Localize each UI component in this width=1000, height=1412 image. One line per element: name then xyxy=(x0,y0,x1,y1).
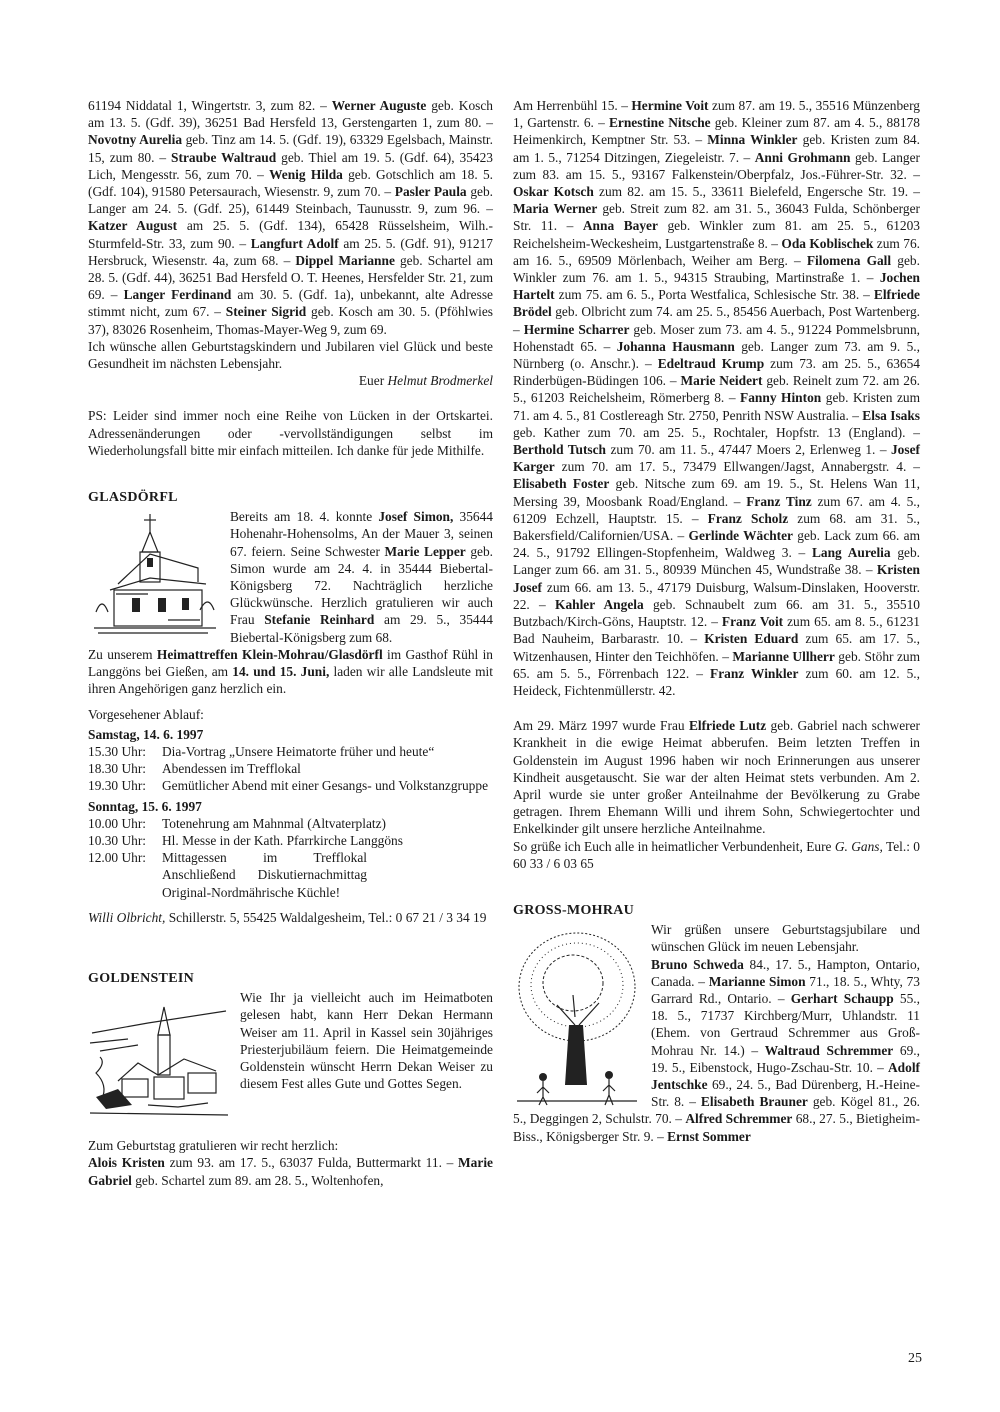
entry-text: Am 29. März 1997 wurde Frau xyxy=(513,718,689,734)
entry-text: zum 60. am 12. 5., Heideck, Fichtenmüllerstr. 42. xyxy=(513,665,920,698)
person-name: Wenig Hilda xyxy=(269,166,343,182)
entry-text: laden wir alle Landsleute mit ihren Angehörigen ganz herzlich ein. xyxy=(88,664,493,697)
person-name: Elfriede Lutz xyxy=(688,718,767,734)
person-name: Marie Neidert xyxy=(680,373,763,389)
goldenstein-birthday-intro: Zum Geburtstag gratulieren wir recht herzlich: xyxy=(88,1138,339,1154)
wishes-text: Ich wünsche allen Geburtstagskindern und Jubilaren viel Glück und beste Gesundheit im nächsten Lebensjahr. xyxy=(88,338,493,372)
schedule-items-saturday xyxy=(88,743,493,795)
contact-name: Willi Olbricht, xyxy=(88,909,166,925)
person-name: Anni Grohmann xyxy=(754,149,851,165)
person-name: Marie Gabriel xyxy=(88,1155,493,1188)
schedule-event: Mittagessen im Trefflokal Anschließend Diskutiernachmittag Original-Nordmährische Küchle! xyxy=(162,850,367,900)
entry-text: 84., 17. 5., Hampton, Ontario, Canada. – xyxy=(651,956,920,989)
entry-text: geb. Schnaubelt zum 66. am 31. 5., 35510 Butzbach/Kirch-Göns, Hauptstr. 12. – xyxy=(513,596,920,630)
schedule-time: 19.30 Uhr: xyxy=(88,778,147,794)
entry-text: geb. Stöhr zum 65. am 5. 5., Förrenbach 122. – xyxy=(513,648,921,681)
entry-text: zum 68. am 31. 5., Bakersfield/Californien/USA. – xyxy=(513,510,920,544)
page-number: 25 xyxy=(908,1351,922,1366)
entry-text: geb. Thiel am 19. 5. (Gdf. 64), 35423 Lich, Mengesstr. 56, zum 70. – xyxy=(88,149,493,182)
entry-text: geb. Gabriel nach schwerer Krankheit in die ewige Heimat abberufen. Beim letzten Treffen in Goldenstein im August 1996 haben wir noch Erinnerungen aus unserer Kindheit ausgetauscht. Sie war der alten Heimat stets verbunden. Am 2. April wurde sie unter großer Anteilnahme der Bevölkerung zu Grabe getragen. Ihrem Ehemann Willi und ihrem Sohn, Schwiegertochter und Enkelkinder gilt unsere herzliche Anteilnahme. xyxy=(513,718,921,837)
entry-text: zum 75. am 6. 5., Porta Westfalica, Schlesische Str. 38. – xyxy=(554,287,874,303)
signature: Euer Helmut Brodmerkel xyxy=(358,373,493,389)
person-name: Franz Tinz xyxy=(746,493,812,509)
entry-text: zum 87. am 19. 5., 35516 Münzenberg 1, Gartenstr. 6. – xyxy=(513,98,921,131)
person-name: Anna Bayer xyxy=(582,218,658,234)
entry-text: Bereits am 18. 4. konnte xyxy=(230,509,379,525)
person-name: Elsa Isaks xyxy=(862,407,921,423)
person-name: Berthold Tutsch xyxy=(513,442,607,458)
entry-text: am 30. 5. (Gdf. 1a), unbekannt, alte Adresse stimmt nicht, zum 67. – xyxy=(88,287,493,320)
gross-mohrau-intro: Wir grüßen unsere Geburtstagsjubilare und wünschen Glück im neuen Lebensjahr. xyxy=(651,922,920,955)
entry-text: geb. Tinz am 14. 5. (Gdf. 19), 63329 Egelsbach, Mainstr. 15, zum 80. – xyxy=(88,132,493,165)
schedule-event: Gemütlicher Abend mit einer Gesangs- und Volkstanzgruppe xyxy=(162,778,489,794)
person-name: Minna Winkler xyxy=(707,132,798,148)
contact-line: Willi Olbricht, Schillerstr. 5, 55425 Waldalgesheim, Tel.: 0 67 21 / 3 34 19 xyxy=(88,909,487,925)
entry-text: geb. Lack zum 66. am 24. 5., 91792 Ellingen-Stopfenheim, Waldweg 3. – xyxy=(513,528,920,561)
ps-note: PS: Leider sind immer noch eine Reihe von Lücken in der Ortskartei. Adressenänderungen oder -vervollständigungen selbst im Wiederholungsfall bitte mir einfach mitteilen. Ich danke für jede Mithilfe. xyxy=(88,408,493,458)
greeting: So grüße ich Euch alle in heimatlicher Verbundenheit, Eure G. Gans, Tel.: 0 60 33 / 6 03 65 xyxy=(513,838,920,871)
entry-text: geb. Kosch am 13. 5. (Gdf. 39), 36251 Bad Hersfeld 13, Gerstengarten 1, zum 80. – xyxy=(88,98,493,131)
entry-text: geb. Schartel zum 89. am 28. 5., Woltenhofen, xyxy=(131,1172,384,1188)
signature-name: Helmut Brodmerkel xyxy=(387,373,493,389)
person-name: Maria Werner xyxy=(513,201,598,217)
person-name: Dippel Marianne xyxy=(295,252,395,268)
person-name: Oskar Kotsch xyxy=(513,184,594,200)
person-name: Franz Scholz xyxy=(707,510,789,526)
gross-mohrau-article xyxy=(513,921,920,1145)
left-column xyxy=(88,97,493,1189)
person-name: Adolf Jentschke xyxy=(651,1059,920,1092)
person-name: Ernestine Nitsche xyxy=(608,115,711,131)
person-name: Marianne Simon xyxy=(708,973,806,989)
person-name: Heimattreffen Klein-Mohrau/Glasdörfl xyxy=(156,646,383,662)
person-name: Oda Koblischek xyxy=(781,235,874,251)
entry-text: zum 65. am 17. 5., Witzenhausen, Hinter den Teichhöfen. – xyxy=(513,631,920,664)
tree-illustration xyxy=(513,925,641,1107)
person-name: Edeltraud Krump xyxy=(657,356,765,372)
entry-text: geb. Kristen zum 84. am 1. 5., 71254 Ditzingen, Ziegeleistr. 7. – xyxy=(513,132,920,165)
entry-text: am 25. 5. (Gdf. 91), 91217 Hersbruck, Wiesenstr. 4a, zum 68. – xyxy=(88,235,493,268)
person-name: Straube Waltraud xyxy=(171,149,277,165)
person-name: Elfriede Brödel xyxy=(513,287,920,320)
person-name: Hermine Voit xyxy=(631,98,709,113)
entry-text: zum 93. am 17. 5., 63037 Fulda, Buttermarkt 11. – xyxy=(164,1155,459,1171)
entry-text: geb. Winkler zum 76. am 1. 5., 94315 Straubing, Martinstraße 1. – xyxy=(513,252,920,286)
person-name: Kristen Eduard xyxy=(704,631,799,647)
right-column xyxy=(513,97,920,1145)
birthday-list-goldenstein xyxy=(513,97,920,699)
schedule-time: 10.30 Uhr: xyxy=(88,832,147,848)
entry-text: 61194 Niddatal 1, Wingertstr. 3, zum 82. – xyxy=(88,98,332,113)
entry-text: geb. Kögel 81., 26. 5., Deggingen 2, Schulstr. 70. – xyxy=(513,1094,920,1127)
entry-text: geb. Schartel am 28. 5. (Gdf. 44), 36251 Bad Hersfeld O. T. Heenes, Hersfelder Str. 21, zum 69. – xyxy=(88,252,493,303)
entry-text: geb. Winkler zum 81. am 25. 5., 61203 Reichelsheim-Weckesheim, Lustgartenstraße 8. – xyxy=(513,218,920,251)
entry-text: zum 65. am 8. 5., 61231 Bad Nauheim, Barbarastr. 10. – xyxy=(513,614,920,647)
entry-text: geb. Olbricht zum 74. am 25. 5., 85456 Auerbach, Post Wartenberg. – xyxy=(513,304,920,337)
entry-text: geb. Nitsche zum 69. am 19. 5., St. Helens Wan 11, Mersing 39, Moosbank Road/England. – xyxy=(513,476,921,509)
person-name: Pasler Paula xyxy=(394,184,467,200)
entry-text: geb. Streit zum 82. am 31. 5., 36043 Fulda, Schönberger Str. 11. – xyxy=(513,201,920,234)
person-name: Gerhart Schaupp xyxy=(790,990,894,1006)
entry-text: zum 67. am 4. 5., 61209 Echzell, Hauptstr. 15. – xyxy=(513,493,920,526)
entry-text: am 29. 5., 35444 Biebertal-Königsberg zum 68. xyxy=(230,612,493,645)
entry-text: 69., 19. 5., Eibenstock, Hugo-Zschau-Str. 10. – xyxy=(651,1042,920,1075)
person-name: Johanna Hausmann xyxy=(616,338,735,354)
person-name: Josef Simon, xyxy=(378,509,454,525)
entry-text: zum 73. am 25. 5., 63654 Rinderbügen-Büdingen 106. – xyxy=(513,356,921,389)
person-name: Langfurt Adolf xyxy=(250,235,339,251)
goldenstein-article xyxy=(88,989,493,1092)
schedule-intro: Vorgesehener Ablauf: xyxy=(88,706,204,722)
entry-text: im Gasthof Rühl in Langgöns bei Gießen, am xyxy=(88,646,493,680)
entry-text: geb. Reinelt zum 72. am 26. 5., 61203 Reichelsheim, Römerberg 8. – xyxy=(513,373,920,406)
person-name: Franz Voit xyxy=(721,614,784,630)
person-name: Filomena Gall xyxy=(806,252,892,268)
entry-text: zum 70. am 17. 5., 73479 Ellwangen/Jagst, Annabergstr. 4. – xyxy=(554,459,920,475)
person-name: Fanny Hinton xyxy=(740,390,822,406)
goldenstein-text: Wie Ihr ja vielleicht auch im Heimatboten gelesen habt, kann Herr Dekan Hermann Weiser am 11. April in Kassel sein 30jähriges Priesterjubiläum feiern. Die Heimatgemeinde Goldenstein wünscht Herrn Dekan Weiser zu diesem Fest alles Gute und Gottes Segen. xyxy=(240,990,493,1092)
schedule-items-sunday xyxy=(88,815,493,901)
schedule-time: 18.30 Uhr: xyxy=(88,761,147,777)
person-name: Franz Winkler xyxy=(710,665,799,681)
schedule-day: Sonntag, 15. 6. 1997 xyxy=(88,798,202,814)
entry-text: geb. Langer zum 73. am 9. 5., Nürnberg (o. Anschr.). – xyxy=(513,338,921,372)
person-name: Elisabeth Foster xyxy=(513,476,610,492)
person-name: Marie Lepper xyxy=(384,543,466,559)
goldenstein-birthday-list xyxy=(88,1154,493,1188)
schedule-time: 10.00 Uhr: xyxy=(88,815,147,831)
person-name: Steiner Sigrid xyxy=(225,304,307,320)
entry-text: 35644 Hohenahr-Hohensolms, An der Mauer 3, seinen 67. feiern. Seine Schwester xyxy=(230,509,493,559)
person-name: Langer Ferdinand xyxy=(123,287,232,303)
entry-text: geb. Langer zum 83. am 15. 5., 93167 Falkenstein/Oberpfalz, Jos.-Führer-Str. 32. – xyxy=(513,149,921,182)
chapel-illustration xyxy=(88,512,220,638)
glasdoerfl-article xyxy=(88,508,493,646)
schedule-day: Samstag, 14. 6. 1997 xyxy=(88,726,204,742)
entry-text: Zu unserem xyxy=(88,646,157,662)
schedule-time: 12.00 Uhr: xyxy=(88,850,147,866)
entry-text: geb. Langer zum 66. am 31. 5., 80939 München 45, Wundstraße 38. – xyxy=(513,545,921,578)
entry-text: zum 66. am 13. 5., 47179 Duisburg, Walsum-Dinslaken, Hooverstr. 22. – xyxy=(513,579,920,612)
entry-text: Am Herrenbühl 15. – xyxy=(513,98,632,113)
person-name: Jochen Hartelt xyxy=(513,270,920,303)
obituary xyxy=(513,717,920,837)
entry-text: zum 70. am 11. 5., 47447 Moers 2, Erlenweg 1. – xyxy=(606,442,891,458)
person-name: Alfred Schremmer xyxy=(685,1111,793,1127)
entry-text: geb. Simon wurde am 24. 4. in 35444 Biebertal-Königsberg 72. Nachträglich herzliche Glückwünsche. Herzlich gratulieren wir auch Frau xyxy=(230,543,494,628)
entry-text: geb. Kather zum 70. am 25. 5., Rochtaler, Hopfstr. 13 (England). – xyxy=(513,424,920,440)
person-name: Waltraud Schremmer xyxy=(764,1042,894,1058)
person-name: Hermine Scharrer xyxy=(523,321,630,337)
schedule-event: Dia-Vortrag „Unsere Heimatorte früher und heute“ xyxy=(162,743,435,759)
birthday-list-continued xyxy=(88,97,493,338)
entry-text: am 25. 5. (Gdf. 134), 65428 Rüsselsheim, Wilh.-Sturmfeld-Str. 33, zum 90. – xyxy=(88,218,493,251)
entry-text: geb. Kristen zum 71. am 4. 5., 81 Costlereagh Str. 2750, Penrith NSW Australia. – xyxy=(513,390,920,423)
entry-text: geb. Langer am 24. 5. (Gdf. 25), 61449 Steinbach, Taunusstr. 9, zum 96. – xyxy=(88,184,493,217)
person-name: Bruno Schweda xyxy=(651,956,744,972)
schedule-event: Hl. Messe in der Kath. Pfarrkirche Langgöns xyxy=(162,832,403,848)
schedule-event: Totenehrung am Mahnmal (Altvaterplatz) xyxy=(162,815,387,831)
entry-text: 68., 27. 5., Bietigheim-Biss., Königsberger Str. 9. – xyxy=(513,1111,920,1144)
person-name: Novotny Aurelia xyxy=(88,132,183,148)
entry-text: 55., 18. 5., 71737 Kirchberg/Murr, Uhlandstr. 11 (Ehem. von Gertraud Schremmer aus Groß-Mohrau Nr. 14.) – xyxy=(651,990,920,1058)
person-name: Josef Karger xyxy=(513,442,920,475)
schedule-event: Abendessen im Trefflokal xyxy=(162,761,301,777)
greeting-name: G. Gans, xyxy=(834,838,883,854)
person-name: Kahler Angela xyxy=(555,596,644,612)
entry-text: geb. Kleiner zum 87. am 4. 5., 88178 Heimenkirch, Kemptner Str. 53. – xyxy=(513,115,920,148)
person-name: Gerlinde Wächter xyxy=(688,528,793,544)
person-name: Lang Aurelia xyxy=(811,545,891,561)
section-heading-gross-mohrau: GROSS-MOHRAU xyxy=(513,902,635,918)
person-name: Stefanie Reinhard xyxy=(264,612,375,628)
person-name: Ernst Sommer xyxy=(667,1128,751,1144)
entry-text: geb. Moser zum 73. am 4. 5., 91224 Pommelsbrunn, Hohenstadt 65. – xyxy=(513,321,921,354)
entry-text: 71., 18. 5., Whty, 73 Garrard Rd., Ontario. – xyxy=(651,973,920,1006)
person-name: Marianne Ullherr xyxy=(732,648,835,664)
person-name: Werner Auguste xyxy=(331,98,427,113)
meeting-invitation xyxy=(88,646,493,698)
section-heading-goldenstein: GOLDENSTEIN xyxy=(88,970,194,986)
person-name: Alois Kristen xyxy=(88,1155,165,1171)
entry-text: zum 76. am 16. 5., 69509 Mörlenbach, Weiher am Berg. – xyxy=(513,235,920,268)
entry-text: 69., 24. 5., Bad Dürenberg, H.-Heine-Str. 8. – xyxy=(651,1076,920,1110)
entry-text: geb. Gotschlich am 18. 5. (Gdf. 104), 91580 Petersaurach, Wiesenstr. 9, zum 70. – xyxy=(88,166,494,200)
entry-text: zum 82. am 15. 5., 33611 Bielefeld, Engersche Str. 19. – xyxy=(593,184,920,200)
person-name: Elisabeth Brauner xyxy=(700,1094,808,1110)
schedule xyxy=(88,726,493,901)
section-heading-glasdoerfl: GLASDÖRFL xyxy=(88,490,178,506)
entry-text: geb. Kosch am 30. 5. (Pföhlwies 37), 83026 Rosenheim, Thomas-Mayer-Weg 9, zum 69. xyxy=(88,304,493,337)
schedule-time: 15.30 Uhr: xyxy=(88,743,147,759)
person-name: 14. und 15. Juni, xyxy=(232,664,330,680)
person-name: Katzer August xyxy=(88,218,178,234)
village-church-illustration xyxy=(88,993,230,1121)
person-name: Kristen Josef xyxy=(513,562,920,595)
